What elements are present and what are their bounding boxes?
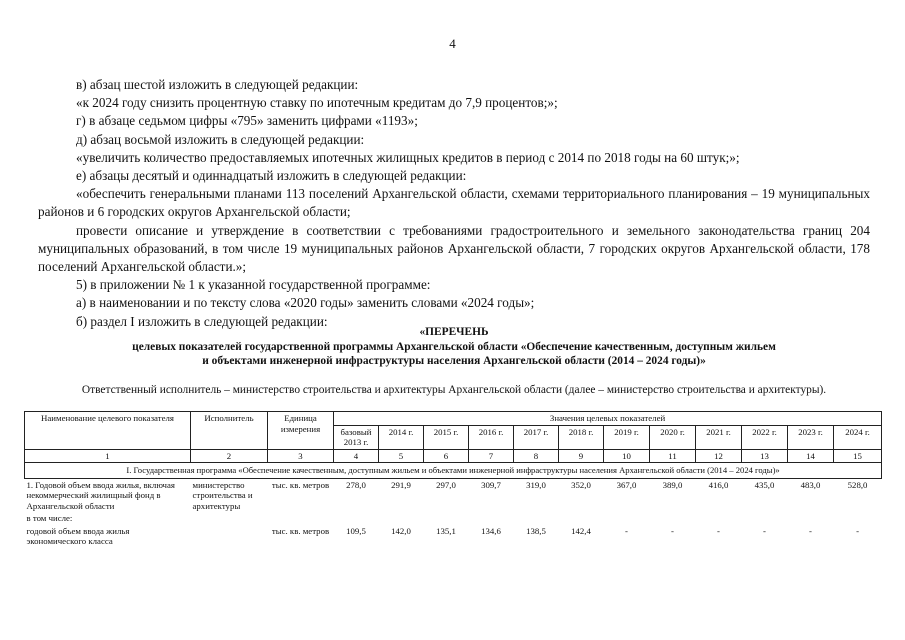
indicator-value: 319,0 xyxy=(526,479,546,490)
column-number: 13 xyxy=(742,449,788,463)
header-year: 2020 г. xyxy=(650,425,696,449)
list-heading xyxy=(38,325,870,369)
column-number: 12 xyxy=(696,449,742,463)
indicator-value: - xyxy=(717,525,720,536)
indicator-value: 297,0 xyxy=(436,479,456,490)
indicator-value: 416,0 xyxy=(708,479,729,490)
table-header-row xyxy=(25,412,882,426)
indicator-value: 142,4 xyxy=(571,525,591,536)
indicator-value xyxy=(604,512,650,525)
indicator-value xyxy=(696,512,742,525)
header-year: 2014 г. xyxy=(379,425,424,449)
paragraph: «обеспечить генеральными планами 113 поселений Архангельской области, схемами территориального планирования – 19 муниципальных районов и 6 городских округов Архангельской области; xyxy=(38,186,870,220)
indicator-name: 1. Годовой объем ввода жилья, включая некоммерческий жилищный фонд в Архангельской области xyxy=(26,479,175,511)
table-row xyxy=(25,478,882,512)
header-values: Значения целевых показателей xyxy=(334,412,882,426)
indicator-unit: тыс. кв. метров xyxy=(271,479,330,490)
paragraph: д) абзац восьмой изложить в следующей редакции: xyxy=(76,131,365,147)
indicator-unit xyxy=(268,512,334,525)
column-number: 7 xyxy=(469,449,514,463)
indicator-value: - xyxy=(625,525,628,536)
column-number: 9 xyxy=(559,449,604,463)
indicator-value xyxy=(788,512,834,525)
indicator-value: 367,0 xyxy=(616,479,637,490)
indicator-value xyxy=(334,512,379,525)
header-year: 2015 г. xyxy=(424,425,469,449)
indicators-table xyxy=(24,411,882,548)
paragraph: а) в наименовании и по тексту слова «2020 годы» заменить словами «2024 годы»; xyxy=(76,295,535,311)
responsible-executor-note: Ответственный исполнитель – министерство строительства и архитектуры Архангельской области (далее – министерство строительства и архитектуры). xyxy=(81,384,827,396)
indicator-value: 435,0 xyxy=(754,479,775,490)
column-number: 15 xyxy=(834,449,882,463)
paragraph: «увеличить количество предоставляемых ипотечных жилищных кредитов в период с 2014 по 2018 годы на 60 штук;»; xyxy=(76,149,740,165)
header-year: 2021 г. xyxy=(696,425,742,449)
indicator-value xyxy=(469,512,514,525)
indicator-value xyxy=(424,512,469,525)
indicator-value xyxy=(379,512,424,525)
document-body xyxy=(38,76,870,331)
heading-line-1: «ПЕРЕЧЕНЬ xyxy=(419,326,489,338)
indicator-value: 135,1 xyxy=(436,525,456,536)
indicator-value xyxy=(834,512,882,525)
indicator-value: - xyxy=(671,525,674,536)
paragraph: в) абзац шестой изложить в следующей редакции: xyxy=(76,77,359,92)
section-title: I. Государственная программа «Обеспечение качественным, доступным жильем и объектами инженерной инфраструктуры населения Архангельской области (2014 – 2024 годы)» xyxy=(25,463,882,479)
indicator-value: - xyxy=(809,525,812,536)
column-number: 14 xyxy=(788,449,834,463)
indicator-value xyxy=(742,512,788,525)
page-number: 4 xyxy=(449,36,456,51)
column-number: 2 xyxy=(191,449,268,463)
header-year: 2018 г. xyxy=(559,425,604,449)
indicator-executor xyxy=(191,512,268,525)
indicator-value: 291,9 xyxy=(391,479,411,490)
indicator-value: 278,0 xyxy=(346,479,366,490)
indicator-value: 142,0 xyxy=(391,525,411,536)
indicator-executor xyxy=(191,525,268,548)
indicator-value: - xyxy=(856,525,860,536)
column-number: 10 xyxy=(604,449,650,463)
indicator-value: 389,0 xyxy=(662,479,683,490)
column-number: 4 xyxy=(334,449,379,463)
table-row xyxy=(25,512,882,525)
column-number: 3 xyxy=(268,449,334,463)
column-number: 5 xyxy=(379,449,424,463)
indicator-executor: министерство строительства и архитектуры xyxy=(192,479,253,511)
header-year: 2023 г. xyxy=(788,425,834,449)
indicator-name: в том числе: xyxy=(26,513,73,523)
indicator-value xyxy=(559,512,604,525)
header-unit: Единица измерения xyxy=(268,412,334,450)
indicator-name: годовой объем ввода жилья экономического класса xyxy=(26,525,130,546)
indicator-value: 483,0 xyxy=(800,479,821,490)
header-name: Наименование целевого показателя xyxy=(25,412,191,450)
heading-line-3: и объектами инженерной инфраструктуры населения Архангельской области (2014 – 2024 годы)» xyxy=(202,355,706,367)
header-year: 2022 г. xyxy=(742,425,788,449)
paragraph: «к 2024 году снизить процентную ставку по ипотечным кредитам до 7,9 процентов;»; xyxy=(76,95,558,111)
indicator-value xyxy=(514,512,559,525)
heading-line-2: целевых показателей государственной программы Архангельской области «Обеспечение качественным, доступным жильем xyxy=(132,340,776,353)
indicator-value: 134,6 xyxy=(481,525,501,536)
indicator-value xyxy=(650,512,696,525)
column-number: 11 xyxy=(650,449,696,463)
indicator-value: - xyxy=(763,525,766,536)
column-number: 1 xyxy=(25,449,191,463)
table-row xyxy=(25,525,882,548)
header-year: 2019 г. xyxy=(604,425,650,449)
column-number: 8 xyxy=(514,449,559,463)
paragraph: г) в абзаце седьмом цифры «795» заменить цифрами «1193»; xyxy=(76,113,418,129)
column-number: 6 xyxy=(424,449,469,463)
indicator-value: 138,5 xyxy=(526,525,546,536)
indicator-value: 528,0 xyxy=(847,479,868,490)
paragraph: 5) в приложении № 1 к указанной государственной программе: xyxy=(76,277,431,293)
table-column-numbers-row xyxy=(25,449,882,463)
header-year: 2016 г. xyxy=(469,425,514,449)
indicator-unit: тыс. кв. метров xyxy=(271,525,330,536)
indicator-value: 352,0 xyxy=(571,479,591,490)
section-row xyxy=(25,463,882,479)
paragraph: е) абзацы десятый и одиннадцатый изложить в следующей редакции: xyxy=(76,168,467,184)
header-year: 2024 г. xyxy=(834,425,882,449)
header-year: базовый 2013 г. xyxy=(334,425,379,449)
indicator-value: 109,5 xyxy=(346,525,366,536)
header-year: 2017 г. xyxy=(514,425,559,449)
paragraph: б) раздел I изложить в следующей редакции: xyxy=(76,313,328,329)
paragraph: провести описание и утверждение в соответствии с требованиями градостроительного и земельного законодательства границ 204 муниципальных образований, в том числе 19 муниципальных районов Архангельской области, 7 городских округов Архангельской области, 178 поселений Архангельской области.»; xyxy=(38,222,870,275)
header-executor: Исполнитель xyxy=(191,412,268,450)
indicator-value: 309,7 xyxy=(481,479,501,490)
